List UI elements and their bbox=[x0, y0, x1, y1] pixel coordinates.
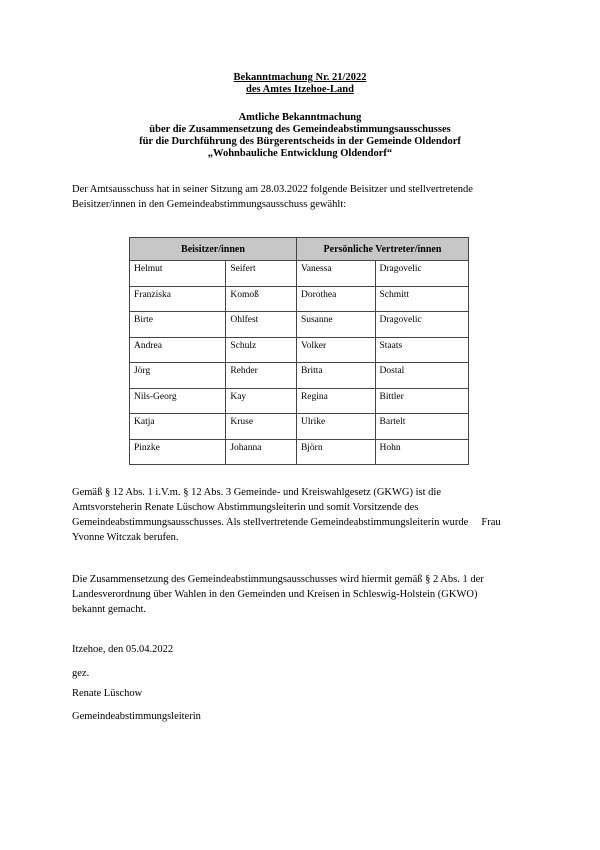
table-cell: Birte bbox=[130, 312, 226, 338]
signed-marker: gez. bbox=[72, 668, 90, 679]
table-row bbox=[130, 261, 469, 287]
announcement-subtitle: des Amtes Itzehoe-Land bbox=[246, 84, 354, 95]
heading-line-3: für die Durchführung des Bürgerentscheids in der Gemeinde Oldendorf bbox=[139, 136, 461, 147]
table-cell: Dragovelic bbox=[375, 312, 468, 338]
table-cell: Ohlfest bbox=[226, 312, 297, 338]
legal-basis-paragraph bbox=[72, 485, 542, 545]
table-cell: Schmitt bbox=[375, 286, 468, 312]
table-cell: Seifert bbox=[226, 261, 297, 287]
table-cell: Kruse bbox=[226, 414, 297, 440]
heading-line-1: Amtliche Bekanntmachung bbox=[238, 112, 362, 123]
table-cell: Bittler bbox=[375, 388, 468, 414]
publication-line-3: bekannt gemacht. bbox=[72, 604, 147, 615]
table-cell: Hohn bbox=[375, 439, 468, 465]
legal-line-2: Amtsvorsteherin Renate Lüschow Abstimmungsleiterin und somit Vorsitzende des bbox=[72, 502, 419, 513]
intro-line-2: Beisitzer/innen in den Gemeindeabstimmungsausschuss gewählt: bbox=[72, 199, 347, 210]
table-cell: Staats bbox=[375, 337, 468, 363]
table-row bbox=[130, 363, 469, 389]
intro-line-1: Der Amtsausschuss hat in seiner Sitzung am 28.03.2022 folgende Beisitzer und stellvertretende bbox=[72, 184, 473, 195]
announcement-title: Bekanntmachung Nr. 21/2022 bbox=[233, 72, 367, 83]
table-cell: Britta bbox=[296, 363, 375, 389]
header-vertreter: Persönliche Vertreter/innen bbox=[296, 238, 468, 261]
table-row bbox=[130, 337, 469, 363]
table-cell: Dorothea bbox=[296, 286, 375, 312]
legal-line-4: Yvonne Witczak berufen. bbox=[72, 532, 179, 543]
intro-paragraph bbox=[72, 182, 542, 212]
table-row bbox=[130, 312, 469, 338]
table-row bbox=[130, 286, 469, 312]
table-cell: Jörg bbox=[130, 363, 226, 389]
table-cell: Rehder bbox=[226, 363, 297, 389]
table-cell: Ulrike bbox=[296, 414, 375, 440]
publication-line-2: Landesverordnung über Wahlen in den Gemeinden und Kreisen in Schleswig-Holstein (GKWO) bbox=[72, 589, 478, 600]
signatory-name: Renate Lüschow bbox=[72, 688, 143, 699]
publication-paragraph bbox=[72, 572, 542, 617]
heading-line-2: über die Zusammensetzung des Gemeindeabstimmungsausschusses bbox=[149, 124, 451, 135]
table-cell: Regina bbox=[296, 388, 375, 414]
table-row bbox=[130, 388, 469, 414]
table-cell: Schulz bbox=[226, 337, 297, 363]
table-cell: Andrea bbox=[130, 337, 226, 363]
legal-line-3: Gemeindeabstimmungsausschusses. Als stellvertretende Gemeindeabstimmungsleiterin wurde Frau bbox=[72, 517, 501, 528]
signatory-role: Gemeindeabstimmungsleiterin bbox=[72, 711, 201, 722]
table-cell: Susanne bbox=[296, 312, 375, 338]
table-cell: Volker bbox=[296, 337, 375, 363]
table-row bbox=[130, 414, 469, 440]
table-cell: Björn bbox=[296, 439, 375, 465]
table-cell: Kay bbox=[226, 388, 297, 414]
place-date: Itzehoe, den 05.04.2022 bbox=[72, 644, 174, 655]
table-header-row bbox=[130, 238, 469, 261]
table-cell: Bartelt bbox=[375, 414, 468, 440]
table-row bbox=[130, 439, 469, 465]
header-beisitzer: Beisitzer/innen bbox=[130, 238, 297, 261]
table-cell: Franziska bbox=[130, 286, 226, 312]
publication-line-1: Die Zusammensetzung des Gemeindeabstimmungsausschusses wird hiermit gemäß § 2 Abs. 1 der bbox=[72, 574, 484, 585]
heading-line-4: „Wohnbauliche Entwicklung Oldendorf“ bbox=[207, 148, 393, 159]
table-cell: Nils-Georg bbox=[130, 388, 226, 414]
table-cell: Pinzke bbox=[130, 439, 226, 465]
table-cell: Komoß bbox=[226, 286, 297, 312]
table-cell: Katja bbox=[130, 414, 226, 440]
table-cell: Dragovelic bbox=[375, 261, 468, 287]
committee-table bbox=[129, 237, 469, 465]
table-cell: Dostal bbox=[375, 363, 468, 389]
table-cell: Johanna bbox=[226, 439, 297, 465]
table-cell: Helmut bbox=[130, 261, 226, 287]
legal-line-1: Gemäß § 12 Abs. 1 i.V.m. § 12 Abs. 3 Gemeinde- und Kreiswahlgesetz (GKWG) ist die bbox=[72, 487, 441, 498]
table-cell: Vanessa bbox=[296, 261, 375, 287]
